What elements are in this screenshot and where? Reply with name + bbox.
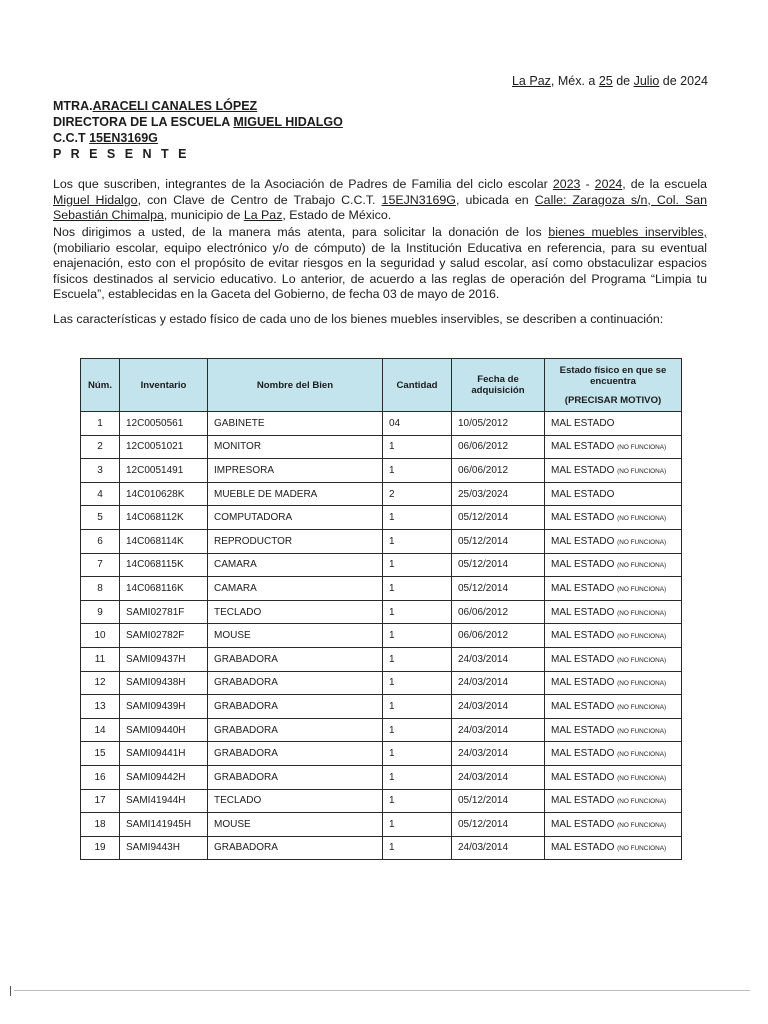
estado-motivo: (NO FUNCIONA) — [617, 585, 667, 593]
estado-text: MAL ESTADO — [551, 771, 615, 783]
table-row — [81, 742, 682, 766]
estado-text: MAL ESTADO — [551, 512, 615, 524]
cell-cantidad: 1 — [383, 577, 452, 601]
cell-nombre: TECLADO — [208, 600, 383, 624]
table-row — [81, 789, 682, 813]
cell-cantidad: 1 — [383, 459, 452, 483]
cell-estado — [545, 695, 682, 719]
estado-motivo: (NO FUNCIONA) — [617, 515, 667, 523]
cell-fecha: 24/03/2014 — [452, 742, 545, 766]
date-line — [512, 74, 708, 88]
cell-num: 3 — [81, 459, 120, 483]
cell-inventario: 12C0050561 — [120, 412, 208, 436]
cell-nombre: GRABADORA — [208, 742, 383, 766]
p2-text: (mobiliario escolar, equipo electrónico y/o de cómputo) de la Institución Educativa en referencia, para su eventual enajenación, esto con el propósito de evitar riesgos en la seguridad y salud escolar, así como obstaculizar espacios físicos destinados al servicio educativo. Lo anterior, de acuerdo a las reglas de operación del Programa “Limpia tu Escuela”, establecidas en la Gaceta del Gobierno, de fecha 03 de mayo de 2016. — [53, 240, 707, 301]
date-text-3: de 2024 — [659, 74, 708, 88]
cell-cantidad: 1 — [383, 695, 452, 719]
recipient-cct: 15EN3169G — [89, 131, 158, 145]
date-place: La Paz — [511, 74, 551, 88]
cell-cantidad: 1 — [383, 671, 452, 695]
header-estado-sub: (PRECISAR MOTIVO) — [564, 394, 662, 406]
cell-estado — [545, 506, 682, 530]
header-inventario: Inventario — [120, 359, 208, 412]
estado-motivo: (NO FUNCIONA) — [617, 562, 667, 570]
cell-estado — [545, 459, 682, 483]
cell-estado — [545, 553, 682, 577]
header-estado — [545, 359, 682, 412]
cell-nombre: GRABADORA — [208, 671, 383, 695]
table-row — [81, 412, 682, 436]
cell-num: 8 — [81, 577, 120, 601]
estado-motivo: (NO FUNCIONA) — [617, 680, 667, 688]
estado-text: MAL ESTADO — [551, 417, 615, 429]
estado-text: MAL ESTADO — [551, 535, 615, 547]
recipient-cct-line — [53, 130, 343, 146]
cell-num: 12 — [81, 671, 120, 695]
cell-cantidad: 1 — [383, 553, 452, 577]
recipient-block — [53, 98, 343, 162]
cell-cantidad: 1 — [383, 789, 452, 813]
estado-text: MAL ESTADO — [551, 441, 615, 453]
cell-nombre: COMPUTADORA — [208, 506, 383, 530]
estado-motivo: (NO FUNCIONA) — [617, 751, 667, 759]
estado-motivo: (NO FUNCIONA) — [617, 703, 667, 711]
recipient-cct-label: C.C.T — [53, 131, 90, 145]
cell-nombre: CAMARA — [208, 553, 383, 577]
paragraph-request — [53, 225, 707, 303]
recipient-greeting: P R E S E N T E — [53, 147, 190, 161]
p1-cct: 15EJN3169G — [381, 192, 456, 207]
cell-num: 4 — [81, 482, 120, 506]
estado-text: MAL ESTADO — [551, 606, 615, 618]
paragraph-description: Las características y estado físico de cada uno de los bienes muebles inservibles, se describen a continuación: — [53, 312, 664, 326]
cell-fecha: 24/03/2014 — [452, 718, 545, 742]
cell-inventario: SAMI09437H — [120, 647, 208, 671]
page-bottom-rule — [14, 990, 750, 991]
estado-text: MAL ESTADO — [551, 630, 615, 642]
cell-fecha: 05/12/2014 — [452, 813, 545, 837]
estado-motivo: (NO FUNCIONA) — [617, 774, 667, 782]
p1-text: , con Clave de Centro de Trabajo C.C.T. — [137, 192, 382, 207]
p1-text: Los que suscriben, integrantes de la Asociación de Padres de Familia del ciclo escolar — [53, 177, 553, 191]
cell-inventario: 14C068115K — [120, 553, 208, 577]
cell-nombre: GABINETE — [208, 412, 383, 436]
cell-nombre: CAMARA — [208, 577, 383, 601]
cell-fecha: 24/03/2014 — [452, 695, 545, 719]
cell-nombre: MOUSE — [208, 624, 383, 648]
p1-text: , de la escuela — [622, 177, 707, 191]
recipient-name-line — [53, 98, 343, 114]
cell-estado — [545, 529, 682, 553]
cell-nombre: GRABADORA — [208, 765, 383, 789]
cell-estado — [545, 836, 682, 860]
estado-motivo: (NO FUNCIONA) — [617, 467, 667, 475]
estado-motivo: (NO FUNCIONA) — [617, 821, 667, 829]
cell-inventario: SAMI09442H — [120, 765, 208, 789]
cell-fecha: 05/12/2014 — [452, 553, 545, 577]
table-row — [81, 435, 682, 459]
cell-inventario: SAMI09440H — [120, 718, 208, 742]
recipient-school: MIGUEL HIDALGO — [233, 115, 343, 129]
table-row — [81, 624, 682, 648]
date-text-1: , Méx. a — [550, 74, 599, 88]
estado-motivo: (NO FUNCIONA) — [617, 798, 667, 806]
cell-nombre: TECLADO — [208, 789, 383, 813]
cell-num: 5 — [81, 506, 120, 530]
cell-inventario: SAMI02782F — [120, 624, 208, 648]
p2-text: Nos dirigimos a usted, de la manera más atenta, para solicitar la donación de los — [53, 225, 549, 239]
cell-estado — [545, 742, 682, 766]
estado-motivo: (NO FUNCIONA) — [617, 633, 667, 641]
cell-num: 1 — [81, 412, 120, 436]
cell-inventario: 14C068112K — [120, 506, 208, 530]
table-header-row — [81, 359, 682, 412]
cell-estado — [545, 435, 682, 459]
cell-inventario: SAMI141945H — [120, 813, 208, 837]
cell-inventario: 14C068114K — [120, 529, 208, 553]
cell-inventario: 12C0051491 — [120, 459, 208, 483]
cell-nombre: MOUSE — [208, 813, 383, 837]
p1-text: - — [580, 177, 595, 191]
cell-inventario: SAMI02781F — [120, 600, 208, 624]
table-row — [81, 553, 682, 577]
p1-municipality: La Paz — [243, 208, 283, 222]
cell-num: 17 — [81, 789, 120, 813]
cell-fecha: 10/05/2012 — [452, 412, 545, 436]
date-day: 25 — [598, 74, 613, 88]
cell-num: 15 — [81, 742, 120, 766]
estado-text: MAL ESTADO — [551, 700, 615, 712]
cell-estado — [545, 813, 682, 837]
cell-fecha: 05/12/2014 — [452, 577, 545, 601]
p1-text: , ubicada en — [455, 192, 535, 207]
cell-fecha: 06/06/2012 — [452, 459, 545, 483]
cell-cantidad: 1 — [383, 506, 452, 530]
cell-num: 13 — [81, 695, 120, 719]
table-body — [81, 412, 682, 860]
table-row — [81, 482, 682, 506]
estado-text: MAL ESTADO — [551, 818, 615, 830]
cell-cantidad: 1 — [383, 765, 452, 789]
cell-estado — [545, 600, 682, 624]
cell-num: 9 — [81, 600, 120, 624]
table-row — [81, 765, 682, 789]
cell-inventario: SAMI09441H — [120, 742, 208, 766]
cell-num: 14 — [81, 718, 120, 742]
p1-text: , municipio de — [163, 208, 244, 222]
cell-cantidad: 1 — [383, 718, 452, 742]
table-row — [81, 813, 682, 837]
estado-text: MAL ESTADO — [551, 559, 615, 571]
table-row — [81, 600, 682, 624]
estado-motivo: (NO FUNCIONA) — [617, 538, 667, 546]
table-row — [81, 718, 682, 742]
cell-estado — [545, 789, 682, 813]
cell-num: 16 — [81, 765, 120, 789]
cell-nombre: GRABADORA — [208, 836, 383, 860]
cell-cantidad: 04 — [383, 412, 452, 436]
table-row — [81, 695, 682, 719]
cell-fecha: 05/12/2014 — [452, 789, 545, 813]
recipient-role-line — [53, 114, 343, 130]
table-row — [81, 647, 682, 671]
cell-cantidad: 2 — [383, 482, 452, 506]
header-estado-title: Estado físico en que se encuentra — [559, 364, 667, 387]
header-num: Núm. — [81, 359, 120, 412]
cell-fecha: 05/12/2014 — [452, 506, 545, 530]
estado-motivo: (NO FUNCIONA) — [617, 656, 667, 664]
cell-cantidad: 1 — [383, 647, 452, 671]
cell-num: 2 — [81, 435, 120, 459]
estado-text: MAL ESTADO — [551, 724, 615, 736]
cell-estado — [545, 624, 682, 648]
estado-motivo: (NO FUNCIONA) — [617, 727, 667, 735]
cell-num: 6 — [81, 529, 120, 553]
header-fecha: Fecha de adquisición — [452, 359, 545, 412]
cell-inventario: SAMI09439H — [120, 695, 208, 719]
p1-text: , Estado de México. — [282, 208, 392, 222]
cell-num: 11 — [81, 647, 120, 671]
cell-fecha: 06/06/2012 — [452, 435, 545, 459]
cell-cantidad: 1 — [383, 435, 452, 459]
recipient-role: DIRECTORA DE LA ESCUELA — [53, 115, 234, 129]
cell-estado — [545, 765, 682, 789]
p1-school: Miguel Hidalgo — [53, 192, 138, 207]
cell-inventario: 14C068116K — [120, 577, 208, 601]
cell-nombre: REPRODUCTOR — [208, 529, 383, 553]
table-row — [81, 836, 682, 860]
cell-fecha: 24/03/2014 — [452, 765, 545, 789]
cell-fecha: 24/03/2014 — [452, 671, 545, 695]
p1-address: Calle: Zaragoza s/n, Col. San Sebastián Chimalpa — [53, 192, 707, 222]
margin-mark — [10, 986, 11, 996]
cell-nombre: MONITOR — [208, 435, 383, 459]
cell-cantidad: 1 — [383, 529, 452, 553]
cell-cantidad: 1 — [383, 600, 452, 624]
estado-text: MAL ESTADO — [551, 748, 615, 760]
cell-cantidad: 1 — [383, 624, 452, 648]
estado-text: MAL ESTADO — [551, 653, 615, 665]
cell-fecha: 24/03/2014 — [452, 647, 545, 671]
cell-fecha: 06/06/2012 — [452, 600, 545, 624]
estado-motivo: (NO FUNCIONA) — [617, 609, 667, 617]
estado-text: MAL ESTADO — [551, 464, 615, 476]
cell-nombre: GRABADORA — [208, 695, 383, 719]
cell-estado — [545, 482, 682, 506]
cell-estado — [545, 412, 682, 436]
cell-fecha: 25/03/2024 — [452, 482, 545, 506]
cell-cantidad: 1 — [383, 836, 452, 860]
table-row — [81, 529, 682, 553]
cell-num: 10 — [81, 624, 120, 648]
paragraph-intro — [53, 177, 707, 224]
table-row — [81, 671, 682, 695]
recipient-prefix: MTRA. — [53, 99, 93, 113]
cell-inventario: SAMI09438H — [120, 671, 208, 695]
date-text-2: de — [612, 74, 634, 88]
p1-year-start: 2023 — [552, 177, 581, 191]
estado-text: MAL ESTADO — [551, 488, 615, 500]
header-cantidad: Cantidad — [383, 359, 452, 412]
estado-text: MAL ESTADO — [551, 795, 615, 807]
table-row — [81, 577, 682, 601]
date-month: Julio — [633, 74, 660, 88]
table-row — [81, 506, 682, 530]
cell-estado — [545, 671, 682, 695]
cell-inventario: 14C010628K — [120, 482, 208, 506]
estado-motivo: (NO FUNCIONA) — [617, 845, 667, 853]
cell-nombre: IMPRESORA — [208, 459, 383, 483]
cell-fecha: 24/03/2014 — [452, 836, 545, 860]
p1-year-end: 2024 — [594, 177, 623, 191]
estado-text: MAL ESTADO — [551, 582, 615, 594]
cell-num: 7 — [81, 553, 120, 577]
p2-underlined: bienes muebles inservibles, — [548, 225, 707, 239]
recipient-name: ARACELI CANALES LÓPEZ — [92, 99, 258, 113]
table-row — [81, 459, 682, 483]
estado-text: MAL ESTADO — [551, 677, 615, 689]
cell-estado — [545, 647, 682, 671]
cell-estado — [545, 577, 682, 601]
cell-fecha: 05/12/2014 — [452, 529, 545, 553]
cell-fecha: 06/06/2012 — [452, 624, 545, 648]
cell-cantidad: 1 — [383, 813, 452, 837]
cell-nombre: GRABADORA — [208, 718, 383, 742]
cell-nombre: GRABADORA — [208, 647, 383, 671]
header-nombre: Nombre del Bien — [208, 359, 383, 412]
cell-num: 18 — [81, 813, 120, 837]
cell-inventario: SAMI41944H — [120, 789, 208, 813]
cell-inventario: SAMI9443H — [120, 836, 208, 860]
estado-motivo: (NO FUNCIONA) — [617, 444, 667, 452]
inventory-table — [80, 358, 682, 860]
cell-nombre: MUEBLE DE MADERA — [208, 482, 383, 506]
cell-estado — [545, 718, 682, 742]
cell-cantidad: 1 — [383, 742, 452, 766]
cell-inventario: 12C0051021 — [120, 435, 208, 459]
cell-num: 19 — [81, 836, 120, 860]
estado-text: MAL ESTADO — [551, 842, 615, 854]
